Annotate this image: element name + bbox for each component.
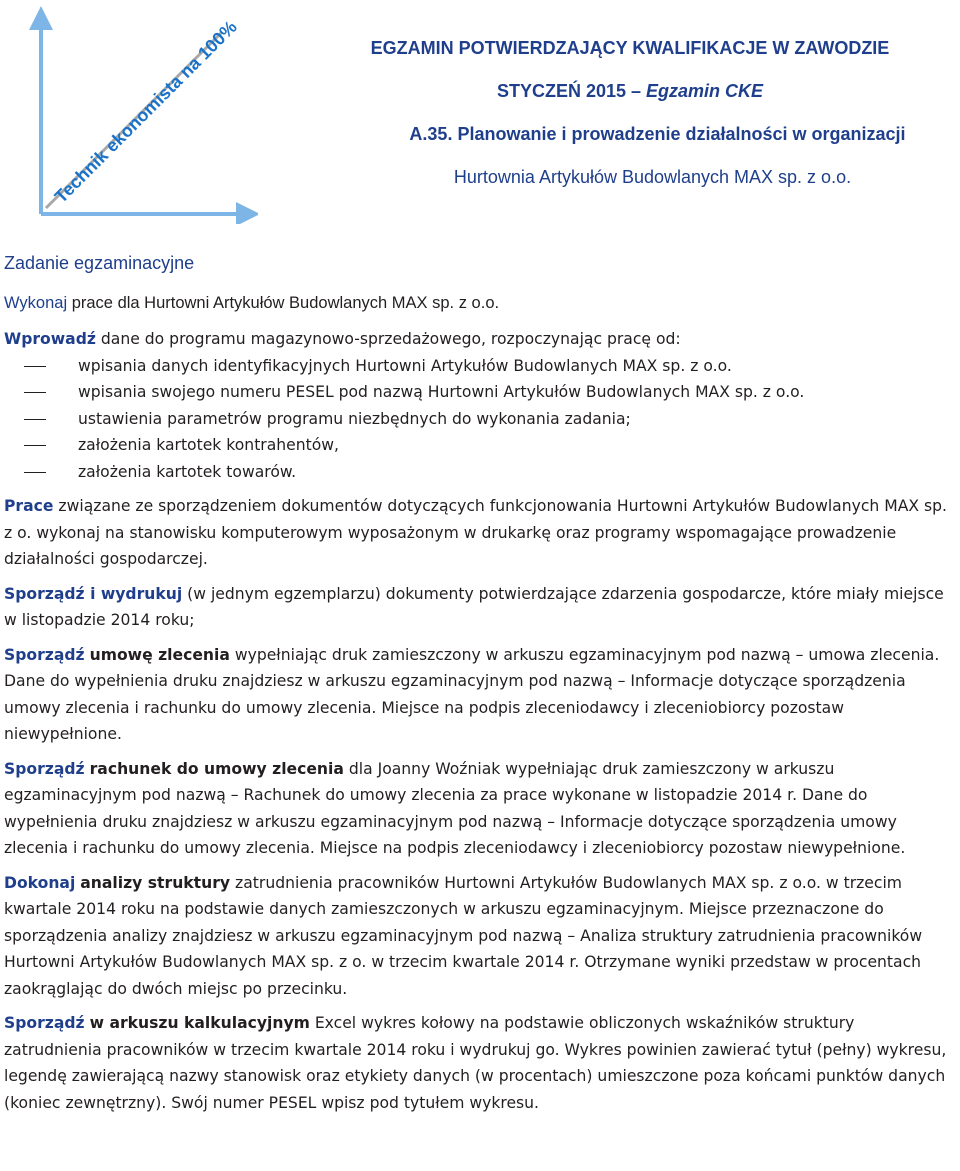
task-title: Zadanie egzaminacyjne [4, 253, 195, 273]
p6-text: zatrudnienia pracowników Hurtowni Artykułów Budowlanych MAX sp. z o.o. w trzecim kwartale 2014 roku na podstawie danych zamieszczonych w arkuszu egzaminacyjnym. Miejsce przeznaczone do sporządzenia analizy znajdziesz w arkuszu egzaminacyjnym pod nazwą – Analiza struktury zatrudnienia pracowników Hurtowni Artykułów Budowlanych MAX sp. z o. w trzecim kwartale 2014 r. Otrzymane wyniki przedstaw w procentach zaokrąglając do dwóch miejsc po przecinku. [4, 873, 923, 998]
paragraph-3 [4, 581, 952, 634]
setup-list [4, 353, 952, 486]
p6-keyword-2: analizy struktury [80, 873, 231, 892]
p5-keyword-1: Sporządź [4, 759, 85, 778]
p1-text: dane do programu magazynowo-sprzedażowego, rozpoczynając pracę od: [95, 330, 681, 348]
header-line-3: A.35. Planowanie i prowadzenie działalności w organizacji [409, 124, 906, 144]
dash-icon [24, 445, 46, 446]
dash-icon [24, 472, 46, 473]
p7-keyword-1: Sporządź [4, 1014, 85, 1032]
dash-icon [24, 366, 46, 367]
list-item: wpisania danych identyfikacyjnych Hurtowni Artykułów Budowlanych MAX sp. z o.o. [4, 353, 952, 380]
p2-keyword: Prace [4, 497, 54, 515]
p4-text: wypełniając druk zamieszczony w arkuszu egzaminacyjnym pod nazwą – umowa zlecenia. Dane do wypełnienia druku znajdziesz w arkuszu egzaminacyjnym pod nazwą – Informacje dotyczące sporządzenia umowy zlecenia i rachunku do umowy zlecenia. Miejsce na podpis zleceniodawcy i zleceniobiorcy pozostaw niewypełnione. [4, 645, 940, 743]
p3-keyword: Sporządź i wydrukuj [4, 584, 183, 603]
task-content [4, 248, 952, 1116]
logo-text: Technik ekonomista na 100% [50, 16, 241, 207]
paragraph-1 [4, 326, 952, 353]
header-line-1: EGZAMIN POTWIERDZAJĄCY KWALIFIKACJE W ZAWODZIE [370, 38, 890, 58]
header-line-2 [300, 79, 960, 122]
p7-text: Excel wykres kołowy na podstawie obliczonych wskaźników struktury zatrudnienia pracowników w trzecim kwartale 2014 roku i wydrukuj go. Wykres powinien zawierać tytuł (pełny) wykresu, legendę zawierającą nazwy stanowisk oraz etykiety danych (w procentach) umieszczone poza końcami punktów danych (koniec zewnętrzny). Swój numer PESEL wpisz pod tytułem wykresu. [4, 1014, 947, 1112]
p6-keyword-1: Dokonaj [4, 873, 76, 892]
header-exam-cke: Egzamin CKE [646, 81, 764, 101]
paragraph-6 [4, 870, 952, 1003]
task-intro [4, 288, 952, 318]
list-item: założenia kartotek towarów. [4, 459, 952, 486]
dash-icon [24, 419, 46, 420]
p5-text: dla Joanny Woźniak wypełniając druk zamieszczony w arkuszu egzaminacyjnym pod nazwą – Rachunek do umowy zlecenia za prace wykonane w listopadzie 2014 r. Dane do wypełnienia druku znajdziesz w arkuszu egzaminacyjnym pod nazwą – Informacje dotyczące sporządzenia umowy zlecenia i rachunku do umowy zlecenia. Miejsce na podpis zleceniodawcy i zleceniobiorcy pozostaw niewypełnione. [4, 759, 906, 857]
intro-keyword: Wykonaj [4, 294, 68, 312]
header-line-4: Hurtownia Artykułów Budowlanych MAX sp. z o.o. [453, 167, 852, 187]
paragraph-7 [4, 1010, 952, 1116]
logo [26, 4, 258, 224]
p4-keyword-1: Sporządź [4, 645, 85, 664]
p1-keyword: Wprowadź [4, 330, 96, 348]
paragraph-4 [4, 642, 952, 748]
p4-keyword-2: umowę zlecenia [89, 645, 230, 664]
p7-keyword-2: w arkuszu kalkulacyjnym [89, 1014, 310, 1032]
paragraph-5 [4, 756, 952, 862]
list-item: założenia kartotek kontrahentów, [4, 432, 952, 459]
exam-header [300, 36, 960, 208]
p3-text: (w jednym egzemplarzu) dokumenty potwierdzające zdarzenia gospodarcze, które miały miejsce w listopadzie 2014 roku; [4, 584, 944, 629]
list-item: ustawienia parametrów programu niezbędnych do wykonania zadania; [4, 406, 952, 433]
p2-text: związane ze sporządzeniem dokumentów dotyczących funkcjonowania Hurtowni Artykułów Budowlanych MAX sp. z o. wykonaj na stanowisku komputerowym wyposażonym w drukarkę oraz programy wspomagające prowadzenie działalności gospodarczej. [4, 497, 947, 568]
list-item: wpisania swojego numeru PESEL pod nazwą Hurtowni Artykułów Budowlanych MAX sp. z o.o. [4, 379, 952, 406]
dash-icon [24, 392, 46, 393]
paragraph-2 [4, 493, 952, 573]
p5-keyword-2: rachunek do umowy zlecenia [89, 759, 344, 778]
header-date: STYCZEŃ 2015 – [496, 81, 647, 101]
intro-text: prace dla Hurtowni Artykułów Budowlanych MAX sp. z o.o. [67, 294, 500, 312]
